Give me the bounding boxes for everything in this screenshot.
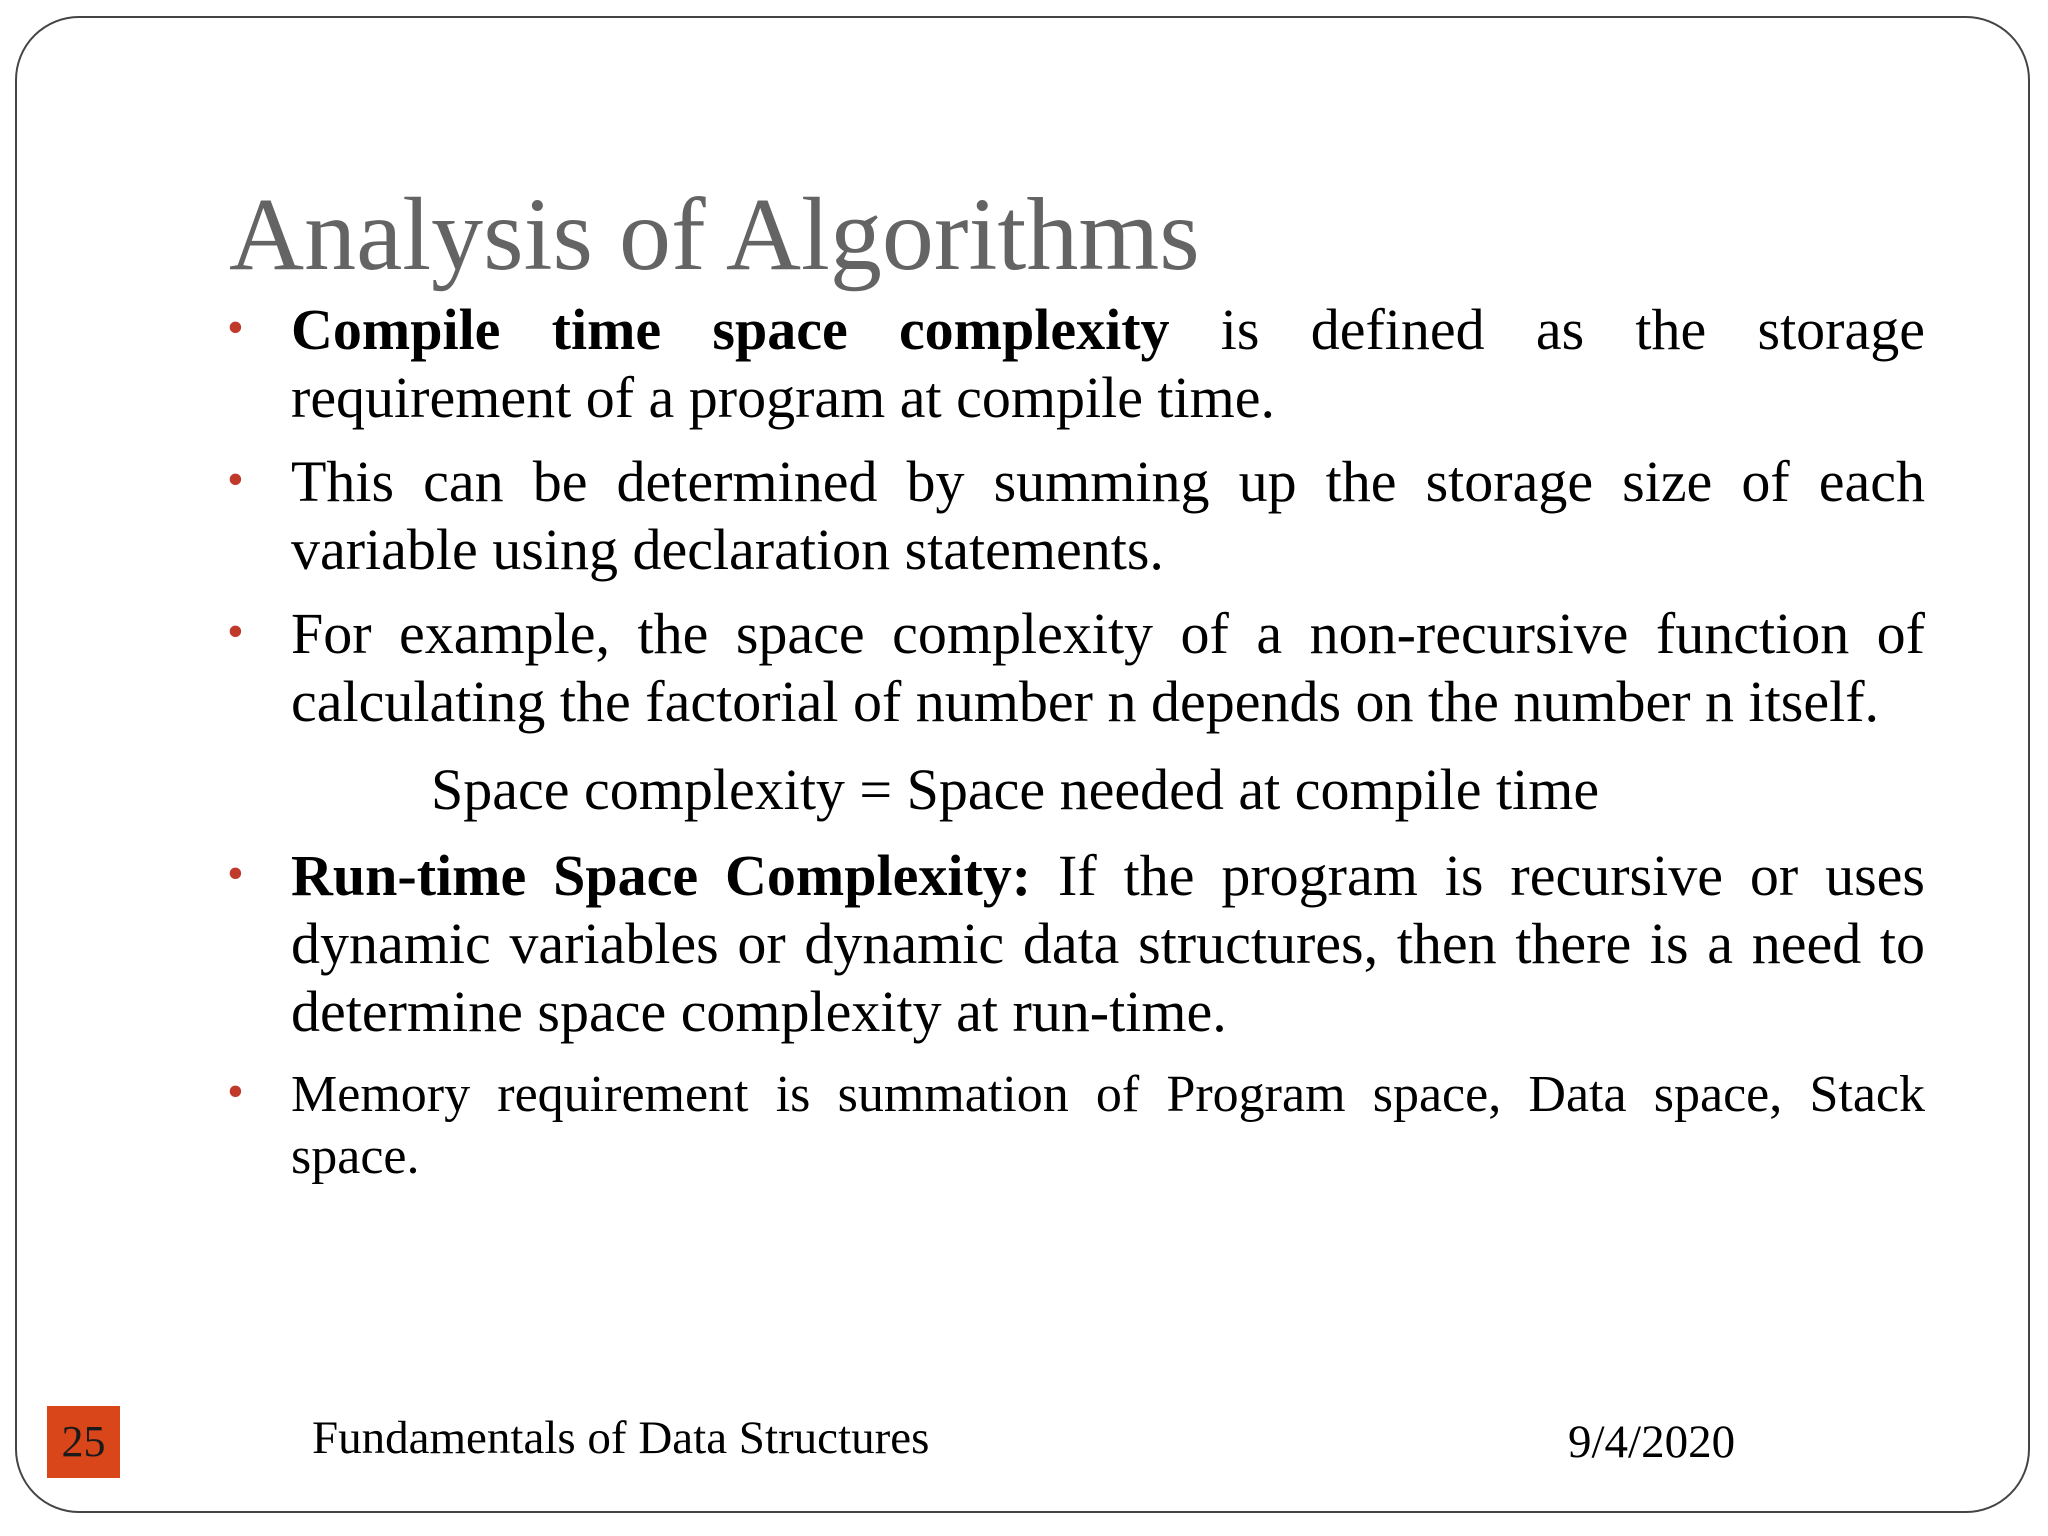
footer-course-title: Fundamentals of Data Structures [312,1412,930,1464]
footer-date: 9/4/2020 [1568,1416,1736,1468]
bullet-dot-icon: • [227,1065,244,1118]
bullet-text: is defined as the storage requirement of a program at compile time. [291,297,1925,430]
bullet-dot-icon: • [227,847,244,900]
bullet-dot-icon: • [227,301,244,354]
bullet-memory-requirement [227,1064,1925,1188]
bullet-list [227,296,1925,1188]
bullet-determination [227,448,1925,584]
bullet-bold-term: Compile time space complexity [291,297,1170,362]
bullet-text: For example, the space complexity of a non-recursive function of calculating the factorial of number n depends on the number n itself. [291,601,1925,734]
bullet-text: If the program is recursive or uses dynamic variables or dynamic data structures, then there is a need to determine space complexity at run-time. [291,843,1925,1044]
slide-title: Analysis of Algorithms [229,177,1200,292]
bullet-compile-time [227,296,1925,432]
space-complexity-formula: Space complexity = Space needed at compile time [431,757,1600,822]
bullet-dot-icon: • [227,605,244,658]
page-number-badge: 25 [47,1406,120,1478]
bullet-example [227,600,1925,736]
bullet-bold-term: Run-time Space Complexity: [291,843,1032,908]
bullet-text: Memory requirement is summation of Program space, Data space, Stack space. [291,1066,1925,1185]
bullet-run-time [227,842,1925,1046]
bullet-dot-icon: • [227,453,244,506]
bullet-text: This can be determined by summing up the storage size of each variable using declaration statements. [291,449,1925,582]
